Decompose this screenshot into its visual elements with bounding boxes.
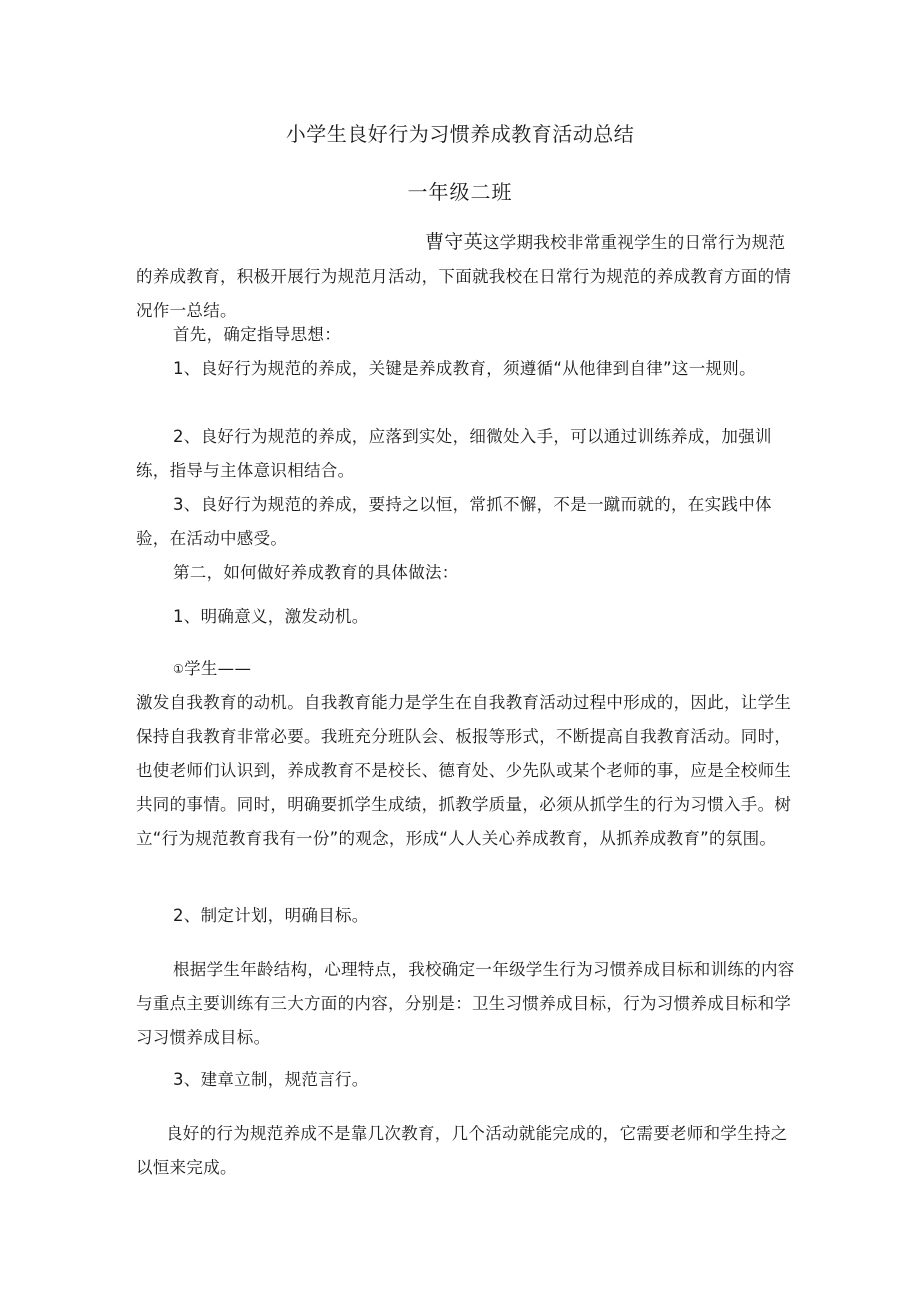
item2-row [136, 899, 796, 933]
sub1-label: 学生—— [184, 659, 252, 678]
item1: 1、明确意义，激发动机。 [173, 607, 369, 626]
point1-1: 1、良好行为规范的养成，关键是养成教育，须遵循“从他律到自律”这一规则。 [173, 359, 756, 378]
point1-2-row [136, 420, 796, 488]
document-title: 小学生良好行为习惯养成教育活动总结 [285, 122, 635, 146]
document-subtitle: 一年级二班 [407, 180, 513, 204]
point1-3: 3、良好行为规范的养成，要持之以恒，常抓不懈，不是一蹴而就的，在实践中体验，在活动中感受。 [136, 495, 772, 548]
section1-heading-row [136, 318, 796, 352]
item2: 2、制定计划，明确目标。 [173, 906, 369, 925]
section2-heading-row [136, 556, 796, 590]
item3: 3、建章立制，规范言行。 [173, 1070, 369, 1089]
section2-heading: 第二，如何做好养成教育的具体做法： [173, 563, 459, 582]
sub1-row [136, 652, 796, 686]
section1-heading: 首先，确定指导思想： [173, 325, 341, 344]
point1-1-row [136, 352, 796, 386]
intro-paragraph [136, 225, 796, 328]
intro-text: 这学期我校非常重视学生的日常行为规范的养成教育，积极开展行为规范月活动，下面就我校在日常行为规范的养成教育方面的情况作一总结。 [136, 233, 792, 320]
point1-2: 2、良好行为规范的养成，应落到实处，细微处入手，可以通过训练养成，加强训练，指导与主体意识相结合。 [136, 427, 772, 480]
para2: 根据学生年龄结构，心理特点，我校确定一年级学生行为习惯养成目标和训练的内容与重点主要训练有三大方面的内容，分别是：卫生习惯养成目标，行为习惯养成目标和学习习惯养成目标。 [136, 960, 795, 1047]
circled-number-marker: ① [173, 662, 185, 676]
item1-row [136, 600, 796, 634]
item3-row [136, 1063, 796, 1097]
para3: 良好的行为规范养成不是靠几次教育，几个活动就能完成的，它需要老师和学生持之以恒来完成。 [136, 1124, 788, 1177]
point1-3-row [136, 488, 796, 556]
para1: 激发自我教育的动机。自我教育能力是学生在自我教育活动过程中形成的，因此，让学生保持自我教育非常必要。我班充分班队会、板报等形式，不断提高自我教育活动。同时，也使老师们认识到，养成教育不是校长、德育处、少先队或某个老师的事，应是全校师生共同的事情。同时，明确要抓学生成绩，抓教学质量，必须从抓学生的行为习惯入手。树立“行为规范教育我有一份”的观念，形成“人人关心养成教育，从抓养成教育”的氛围。 [136, 693, 792, 848]
author-name: 曹守英 [425, 231, 483, 253]
